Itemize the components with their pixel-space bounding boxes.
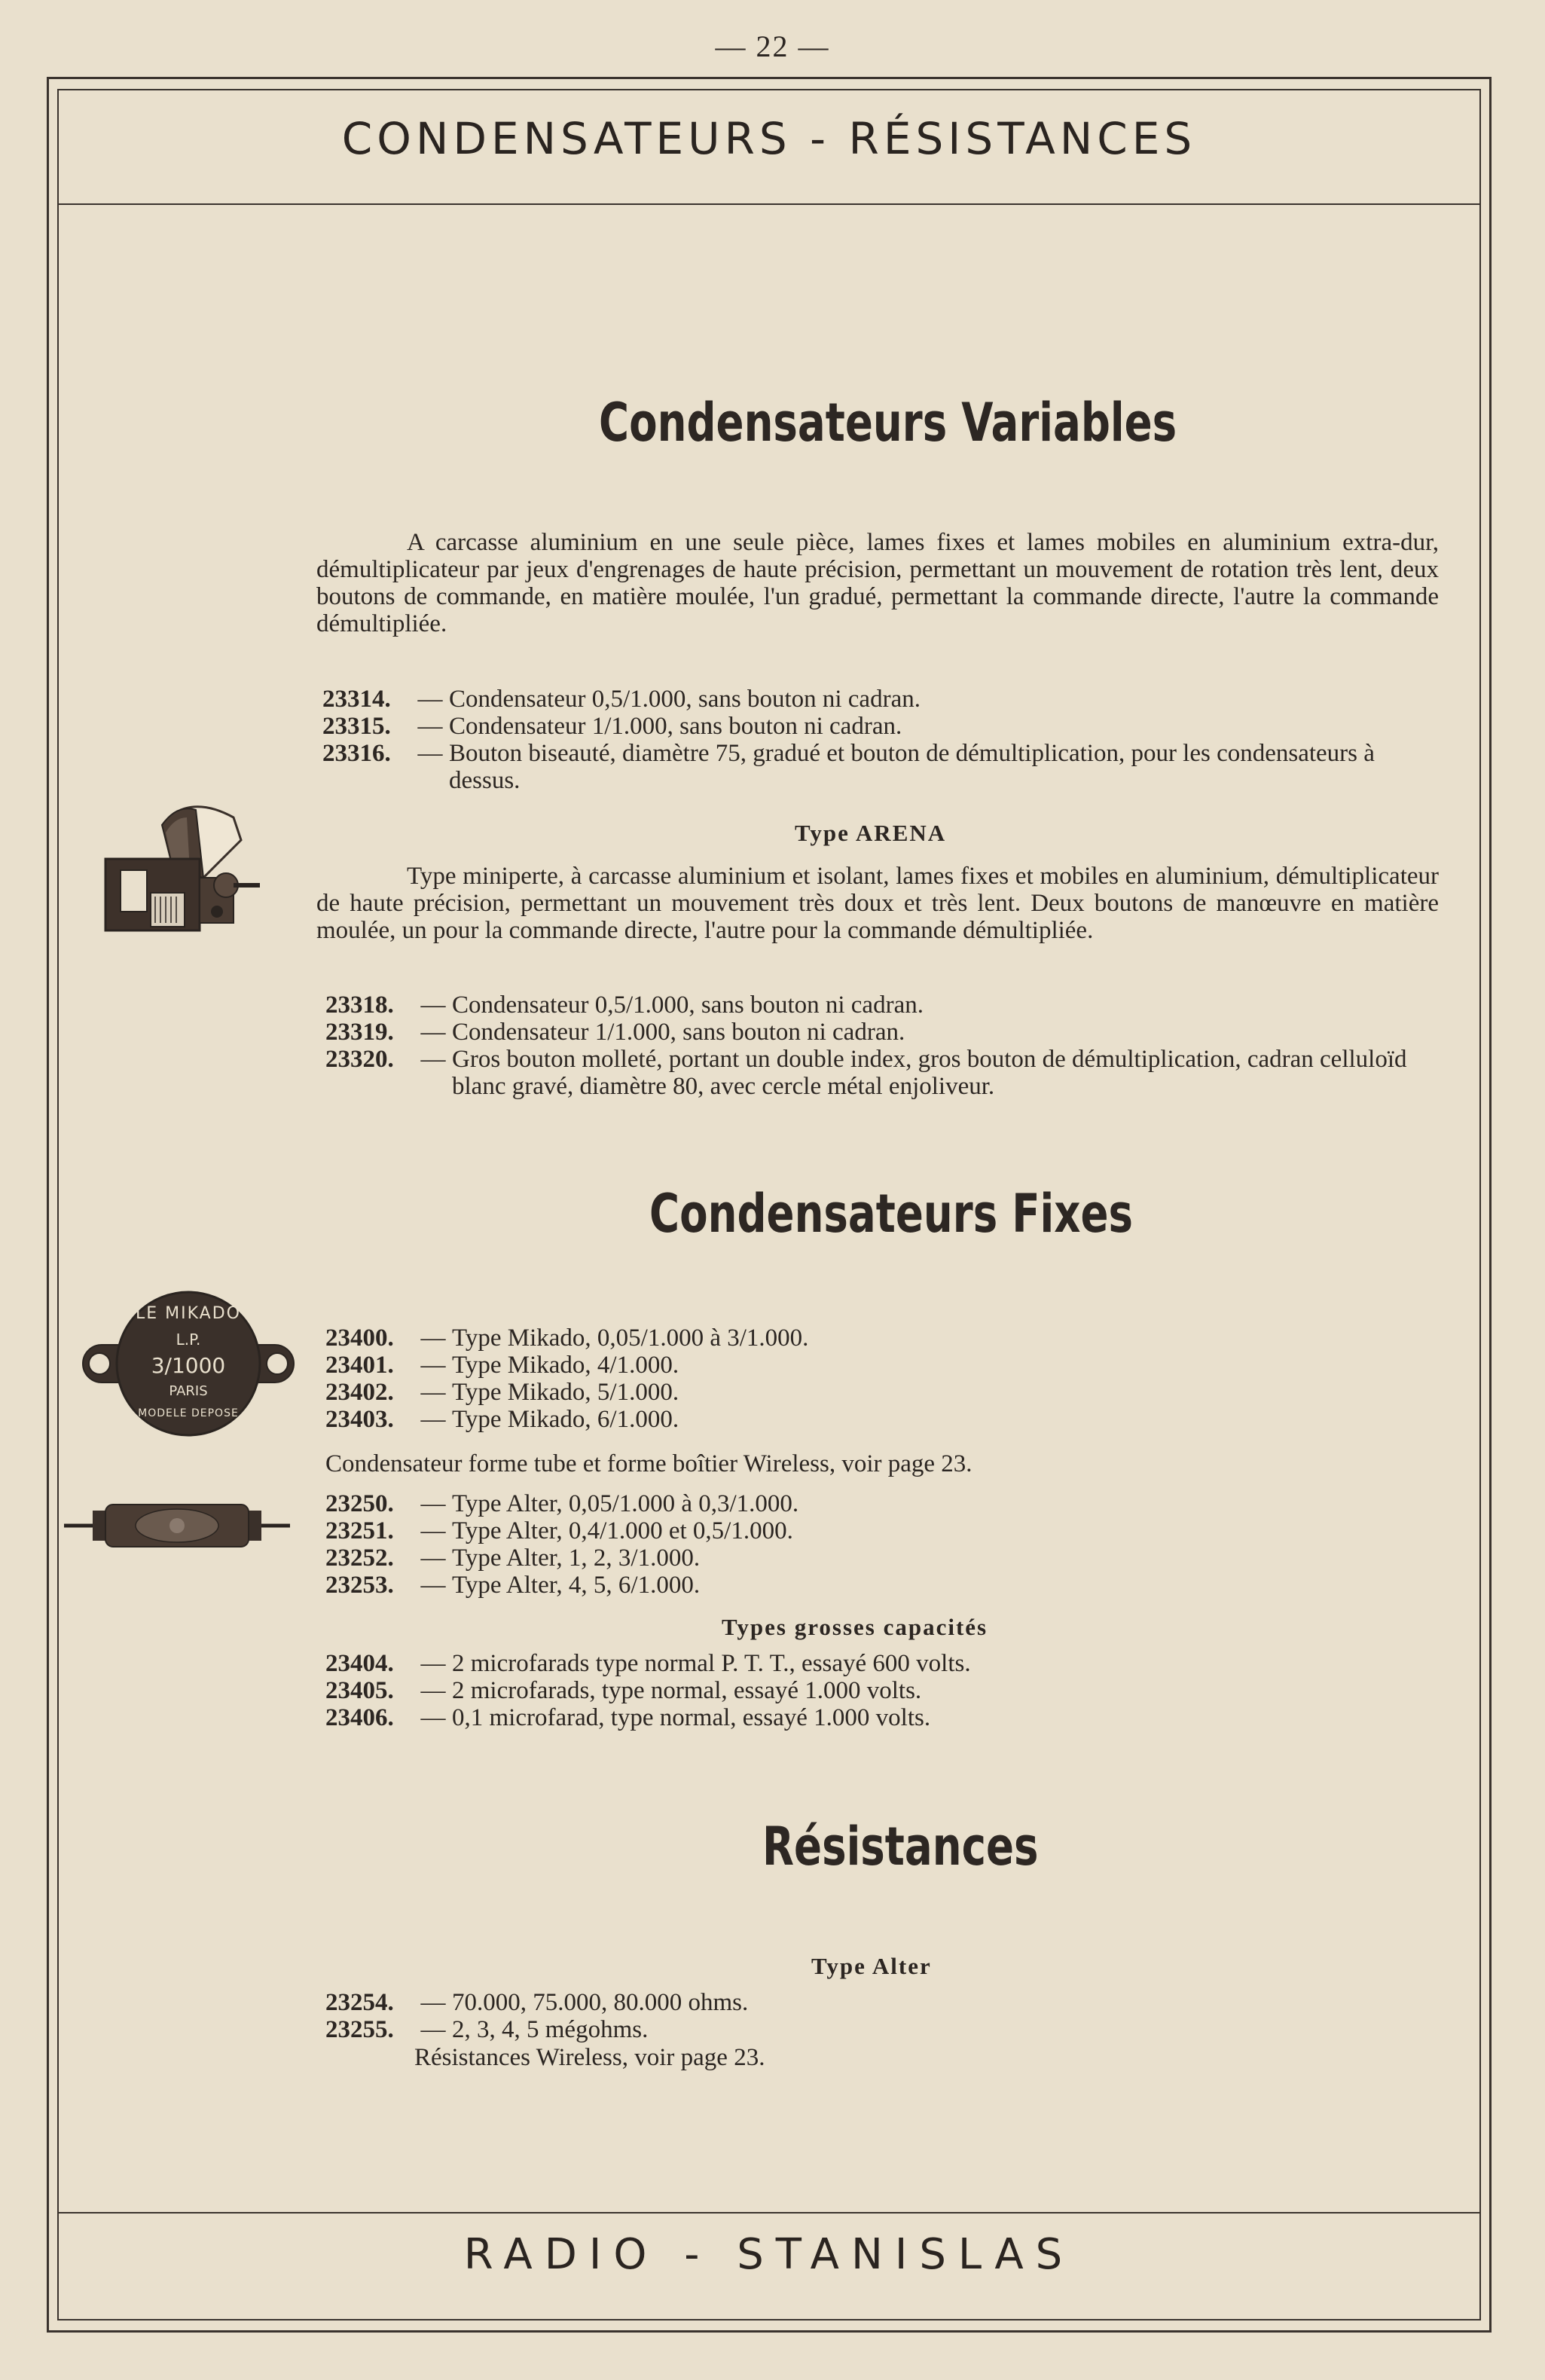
item-text: Condensateur 1/1.000, sans bouton ni cadran.	[449, 713, 902, 740]
mikado-label-top: LE MIKADO	[136, 1304, 241, 1323]
mikado-label-lp: L.P.	[176, 1331, 201, 1349]
list-item	[325, 2016, 1440, 2043]
section-title-resistances: Résistances	[762, 1816, 1039, 1877]
variables-intro: A carcasse aluminium en une seule pièce, lames fixes et lames mobiles en aluminium extra-dur, démultiplicateur par jeux d'engrenages de haute précision, permettant un mouvement de rotation très lent, deux boutons de commande, en matière moulée, l'un gradué, permettant la commande directe, l'autre la commande démultipliée.	[316, 529, 1439, 637]
item-text: Condensateur 1/1.000, sans bouton ni cadran.	[452, 1019, 905, 1046]
footer-divider	[57, 2212, 1481, 2213]
item-text: Type Mikado, 0,05/1.000 à 3/1.000.	[452, 1324, 809, 1352]
item-dash: —	[420, 1406, 446, 1433]
mikado-label-value: 3/1000	[151, 1353, 226, 1378]
item-dash: —	[420, 1704, 446, 1731]
item-text: Gros bouton molleté, portant un double index, gros bouton de démultiplication, cadran celluloïd blanc gravé, diamètre 80, avec cercle métal enjoliveur.	[452, 1046, 1407, 1100]
item-code: 23251.	[325, 1517, 394, 1544]
resistances-heading: Type Alter	[811, 1953, 932, 1979]
item-code: 23316.	[322, 740, 391, 767]
grosses-capacites-heading: Types grosses capacités	[722, 1614, 988, 1640]
item-text: Type Alter, 0,05/1.000 à 0,3/1.000.	[452, 1490, 799, 1517]
item-dash: —	[420, 1989, 446, 2016]
item-dash: —	[420, 1019, 446, 1046]
item-dash: —	[420, 1517, 446, 1544]
item-text: 70.000, 75.000, 80.000 ohms.	[452, 1989, 749, 2016]
item-code: 23315.	[322, 713, 391, 740]
item-text: Type Alter, 4, 5, 6/1.000.	[452, 1572, 701, 1599]
item-code: 23250.	[325, 1490, 394, 1517]
grosses-list	[325, 1650, 1440, 1731]
list-item	[325, 1704, 1440, 1731]
item-code: 23405.	[325, 1677, 394, 1704]
item-text: 2, 3, 4, 5 mégohms.	[452, 2016, 649, 2043]
resistances-note: Résistances Wireless, voir page 23.	[414, 2044, 765, 2071]
list-item	[325, 1046, 1440, 1100]
item-dash: —	[420, 991, 446, 1019]
item-dash: —	[420, 1490, 446, 1517]
item-code: 23314.	[322, 686, 391, 713]
item-code: 23402.	[325, 1379, 394, 1406]
item-dash: —	[417, 686, 443, 713]
item-code: 23320.	[325, 1046, 394, 1073]
item-dash: —	[420, 1379, 446, 1406]
list-item	[325, 991, 1440, 1019]
alter-list	[325, 1490, 1440, 1599]
item-dash: —	[420, 1572, 446, 1599]
wireless-note: Condensateur forme tube et forme boîtier Wireless, voir page 23.	[325, 1450, 972, 1477]
mikado-condenser-illustration	[75, 1281, 301, 1447]
variable-condenser-illustration	[90, 795, 271, 946]
item-dash: —	[420, 1544, 446, 1572]
list-item	[322, 740, 1437, 794]
list-item	[325, 1517, 1440, 1544]
header-divider	[57, 203, 1481, 205]
page-number: — 22 —	[715, 29, 830, 63]
list-item	[322, 686, 1437, 713]
list-item	[325, 1490, 1440, 1517]
item-code: 23318.	[325, 991, 394, 1019]
item-code: 23400.	[325, 1324, 394, 1352]
item-code: 23406.	[325, 1704, 394, 1731]
item-dash: —	[420, 1324, 446, 1352]
variables-list	[322, 686, 1437, 794]
list-item	[325, 1324, 1440, 1352]
item-text: Type Mikado, 4/1.000.	[452, 1352, 679, 1379]
header-title: CONDENSATEURS - RÉSISTANCES	[341, 113, 1197, 164]
item-text: Type Mikado, 6/1.000.	[452, 1406, 679, 1433]
list-item	[325, 1352, 1440, 1379]
item-code: 23401.	[325, 1352, 394, 1379]
list-item	[325, 1650, 1440, 1677]
list-item	[325, 1379, 1440, 1406]
list-item	[325, 1677, 1440, 1704]
arena-intro: Type miniperte, à carcasse aluminium et isolant, lames fixes et mobiles en aluminium, démultiplicateur de haute précision, permettant un mouvement très doux et très lent. Deux boutons de manœuvre en matière moulée, un pour la commande directe, l'autre pour la commande démultipliée.	[316, 863, 1439, 944]
footer-title: RADIO - STANISLAS	[463, 2230, 1075, 2279]
list-item	[325, 1989, 1440, 2016]
item-text: Condensateur 0,5/1.000, sans bouton ni cadran.	[449, 686, 921, 713]
item-text: Type Alter, 1, 2, 3/1.000.	[452, 1544, 701, 1572]
item-text: 2 microfarads, type normal, essayé 1.000 volts.	[452, 1677, 922, 1704]
item-text: 0,1 microfarad, type normal, essayé 1.000 volts.	[452, 1704, 931, 1731]
resistances-list	[325, 1989, 1440, 2043]
arena-list	[325, 991, 1440, 1100]
section-title-variables: Condensateurs Variables	[599, 392, 1177, 454]
item-dash: —	[420, 1352, 446, 1379]
item-code: 23404.	[325, 1650, 394, 1677]
item-code: 23255.	[325, 2016, 394, 2043]
item-dash: —	[420, 1650, 446, 1677]
list-item	[325, 1544, 1440, 1572]
item-dash: —	[420, 1677, 446, 1704]
item-text: Type Mikado, 5/1.000.	[452, 1379, 679, 1406]
item-dash: —	[417, 740, 443, 767]
item-code: 23403.	[325, 1406, 394, 1433]
item-text: 2 microfarads type normal P. T. T., essayé 600 volts.	[452, 1650, 971, 1677]
item-dash: —	[417, 713, 443, 740]
item-code: 23252.	[325, 1544, 394, 1572]
mikado-label-city: PARIS	[169, 1383, 208, 1399]
alter-tube-illustration	[64, 1496, 290, 1556]
list-item	[325, 1019, 1440, 1046]
mikado-list	[325, 1324, 1440, 1433]
item-text: Condensateur 0,5/1.000, sans bouton ni cadran.	[452, 991, 924, 1019]
item-text: Bouton biseauté, diamètre 75, gradué et bouton de démultiplication, pour les condensateurs à dessus.	[449, 740, 1375, 794]
item-code: 23319.	[325, 1019, 394, 1046]
mikado-label-bottom: MODELE DEPOSE	[138, 1407, 239, 1419]
item-dash: —	[420, 2016, 446, 2043]
item-code: 23253.	[325, 1572, 394, 1599]
item-dash: —	[420, 1046, 446, 1073]
list-item	[322, 713, 1437, 740]
arena-heading: Type ARENA	[795, 820, 947, 846]
section-title-fixes: Condensateurs Fixes	[649, 1183, 1133, 1245]
list-item	[325, 1406, 1440, 1433]
list-item	[325, 1572, 1440, 1599]
item-text: Type Alter, 0,4/1.000 et 0,5/1.000.	[452, 1517, 793, 1544]
item-code: 23254.	[325, 1989, 394, 2016]
